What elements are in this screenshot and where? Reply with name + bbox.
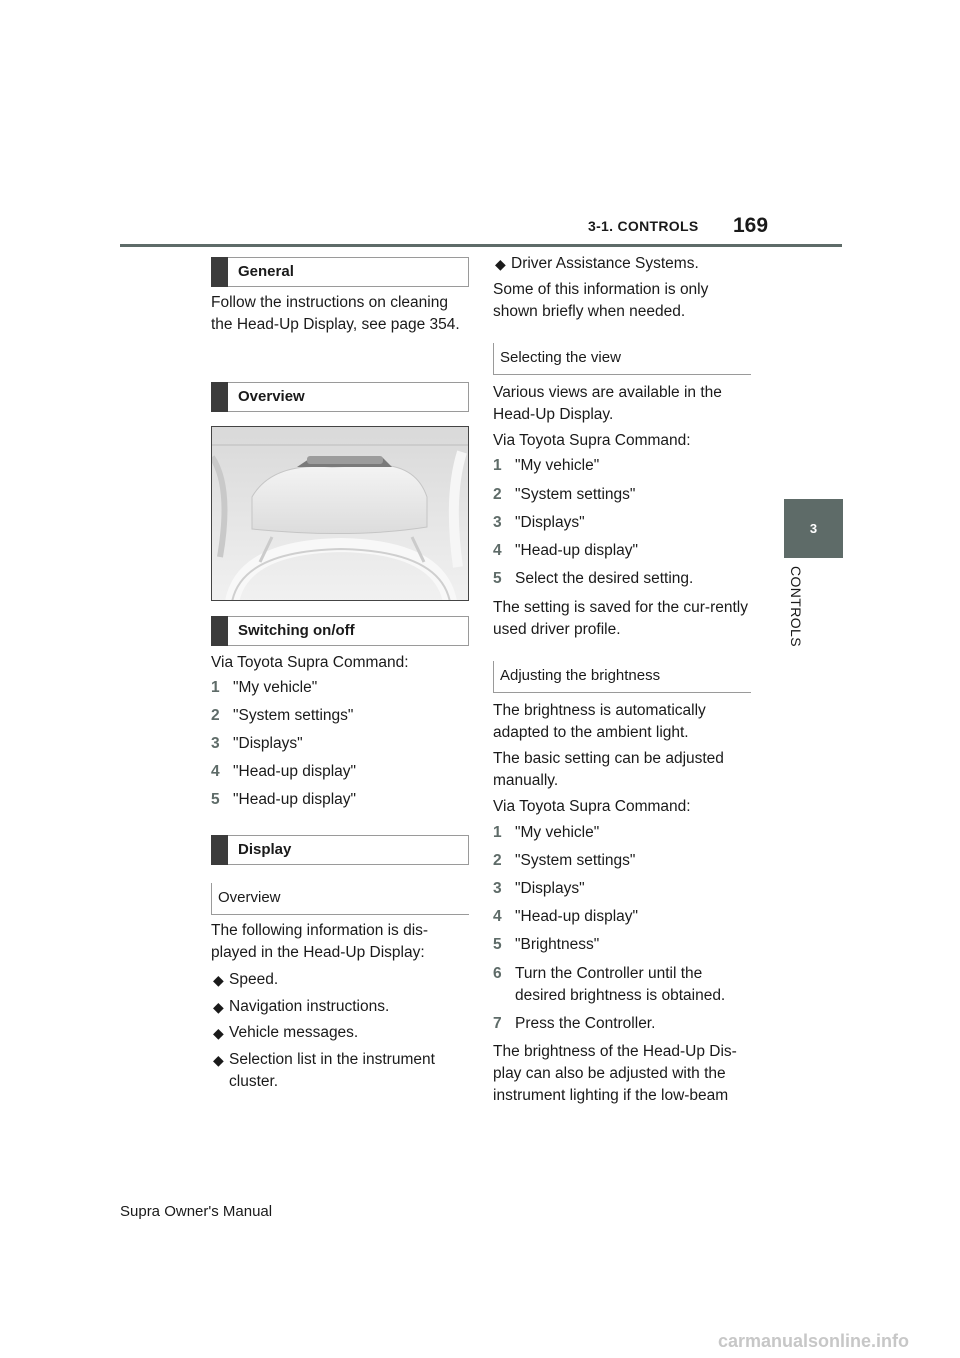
step-text: "My vehicle": [515, 457, 600, 474]
chapter-number: 3: [809, 521, 818, 536]
step-number: 3: [493, 880, 502, 897]
step-text: Select the desired setting.: [515, 570, 694, 587]
step-text: "Head-up display": [515, 908, 639, 925]
watermark: carmanualsonline.info: [718, 1331, 910, 1351]
step-number: 2: [493, 852, 502, 869]
bullet-icon: ◆: [495, 256, 506, 272]
subheading-overview: [211, 883, 469, 915]
basic-setting-text: The basic setting can be adjusted manually.: [493, 750, 724, 789]
step-text: Press the Controller.: [515, 1015, 656, 1032]
heading-overview-text: Overview: [238, 388, 305, 405]
step-number: 7: [493, 1015, 502, 1032]
views-text: Various views are available in the Head-Up Display.: [493, 384, 722, 423]
step-number: 4: [211, 763, 220, 780]
heading-bar: [211, 257, 228, 287]
heading-overview: [211, 382, 469, 412]
via-command-text: Via Toyota Supra Command:: [211, 654, 409, 671]
subheading-brightness: [493, 661, 751, 693]
hud-figure: [212, 427, 469, 601]
step-text: "System settings": [515, 852, 636, 869]
info-text: The following information is dis-played in the Head-Up Display:: [211, 922, 429, 961]
step-text: "Head-up display": [233, 791, 357, 808]
bullet-icon: ◆: [213, 1052, 224, 1068]
some-info-text: Some of this information is only shown briefly when needed.: [493, 281, 709, 320]
step-text: "My vehicle": [515, 824, 600, 841]
list-item-text: Speed.: [229, 971, 279, 988]
chapter-tab: [784, 499, 843, 558]
step-number: 2: [211, 707, 220, 724]
step-number: 5: [493, 570, 502, 587]
step-text: "System settings": [515, 486, 636, 503]
heading-switching-text: Switching on/off: [238, 622, 355, 639]
step-text: "System settings": [233, 707, 354, 724]
step-text: "Head-up display": [515, 542, 639, 559]
heading-bar: [211, 835, 228, 865]
head-up-display-illustration: [211, 426, 469, 601]
via-command-text: Via Toyota Supra Command:: [493, 798, 691, 815]
list-item-text: Navigation instructions.: [229, 998, 390, 1015]
step-number: 3: [211, 735, 220, 752]
subheading-brightness-text: Adjusting the brightness: [500, 667, 661, 684]
step-number: 4: [493, 908, 502, 925]
step-number: 5: [493, 936, 502, 953]
manual-footer: Supra Owner's Manual: [120, 1203, 273, 1220]
auto-brightness-text: The brightness is automatically adapted to the ambient light.: [493, 702, 706, 741]
chapter-label: CONTROLS: [788, 566, 804, 647]
subheading-selecting-view: [493, 343, 751, 375]
heading-display: [211, 835, 469, 865]
list-item-text: Selection list in the instrument cluster.: [229, 1051, 435, 1090]
final-text: The brightness of the Head-Up Dis-play can also be adjusted with the instrument lighting if the low-beam: [493, 1043, 737, 1104]
step-text: "Brightness": [515, 936, 600, 953]
bullet-icon: ◆: [213, 999, 224, 1015]
step-number: 4: [493, 542, 502, 559]
step-text: "Displays": [515, 880, 585, 897]
step-number: 1: [493, 824, 502, 841]
heading-display-text: Display: [238, 841, 292, 858]
heading-switching: [211, 616, 469, 646]
general-text: Follow the instructions on cleaning the Head-Up Display, see page 354.: [211, 294, 460, 333]
via-command-text: Via Toyota Supra Command:: [493, 432, 691, 449]
step-number: 6: [493, 965, 502, 982]
heading-general: [211, 257, 469, 287]
heading-bar: [211, 382, 228, 412]
subheading-overview-text: Overview: [218, 889, 281, 906]
subheading-selecting-view-text: Selecting the view: [500, 349, 621, 366]
step-number: 3: [493, 514, 502, 531]
step-number: 1: [211, 679, 220, 696]
step-number: 5: [211, 791, 220, 808]
step-text: "Displays": [515, 514, 585, 531]
chapter-label-wrap: [786, 566, 806, 666]
step-text: "Displays": [233, 735, 303, 752]
step-text: "My vehicle": [233, 679, 318, 696]
page-number: 169: [733, 214, 769, 237]
step-number: 1: [493, 457, 502, 474]
section-title: 3-1. CONTROLS: [588, 218, 699, 234]
list-item-text: Driver Assistance Systems.: [511, 255, 699, 272]
step-number: 2: [493, 486, 502, 503]
saved-text: The setting is saved for the cur-rently used driver profile.: [493, 599, 749, 638]
step-text: Turn the Controller until the desired brightness is obtained.: [515, 965, 726, 1004]
header-rule: [120, 244, 842, 247]
heading-bar: [211, 616, 228, 646]
bullet-icon: ◆: [213, 972, 224, 988]
step-text: "Head-up display": [233, 763, 357, 780]
heading-general-text: General: [238, 263, 294, 280]
list-item-text: Vehicle messages.: [229, 1024, 359, 1041]
bullet-icon: ◆: [213, 1025, 224, 1041]
